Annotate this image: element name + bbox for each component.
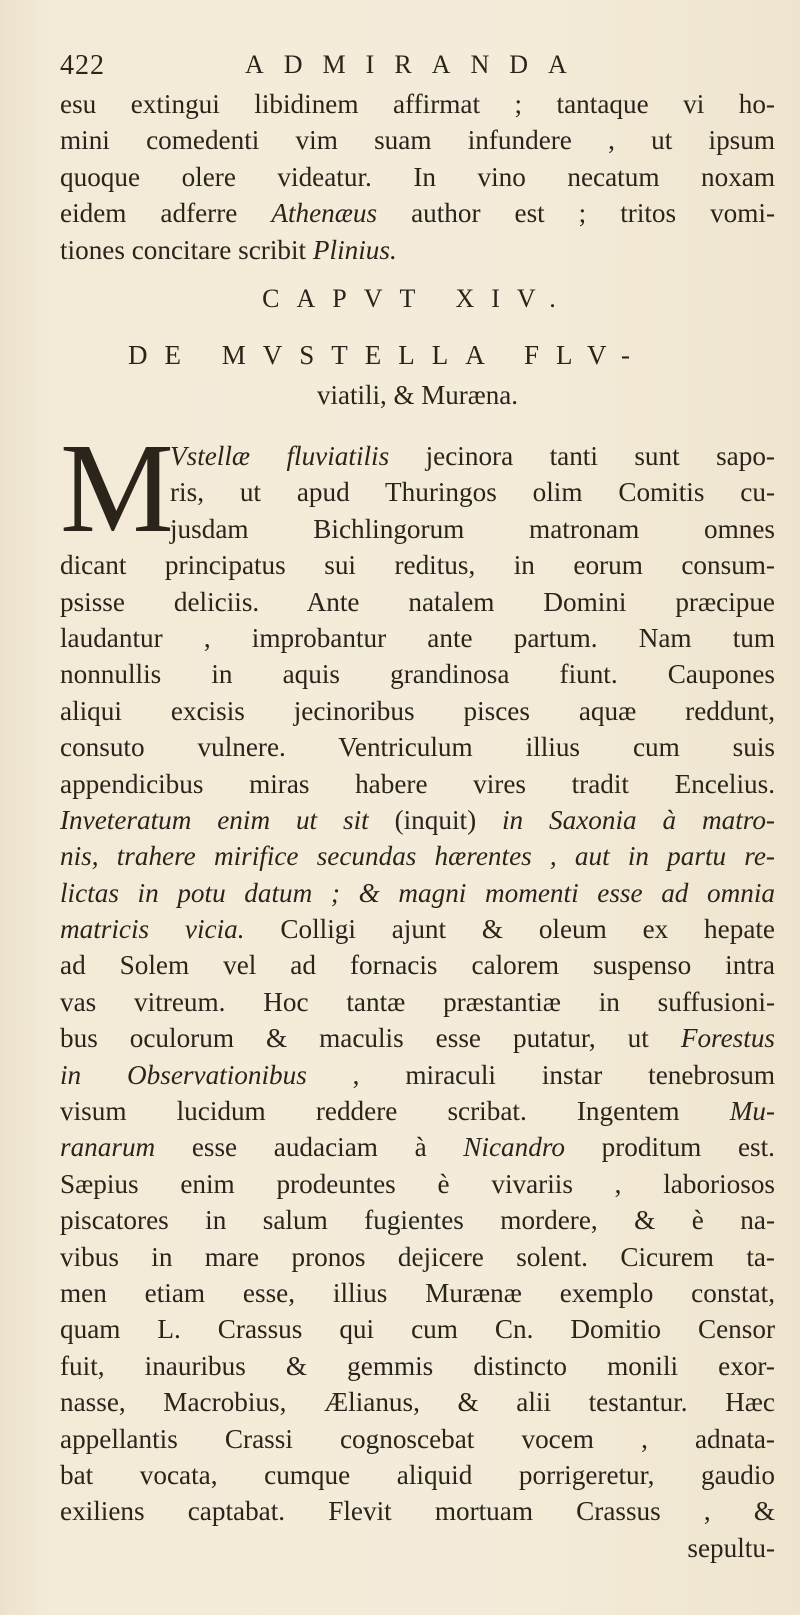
text-line	[60, 232, 775, 268]
intro-paragraph	[60, 86, 775, 268]
author-name: Forestus	[680, 1023, 775, 1054]
text-span: visum lucidum reddere scribat. Ingentem	[60, 1096, 730, 1127]
text-line: nasse, Macrobius, Ælianus, & alii testantur. Hæc	[60, 1387, 775, 1418]
text-line: lictas in potu datum ; & magni momenti esse ad omnia	[60, 877, 775, 908]
text-span: bus oculorum & maculis esse putatur, ut	[60, 1023, 681, 1054]
author-name: Nicandro	[463, 1132, 565, 1163]
text-line: jusdam Bichlingorum matronam omnes	[170, 513, 775, 544]
text-span-italic: matricis vicia.	[60, 914, 245, 945]
text-span: jecinora tanti sunt sapo-	[389, 441, 775, 471]
text-line: nonnullis in aquis grandinosa fiunt. Caupones	[60, 659, 775, 690]
text-line: psisse deliciis. Ante natalem Domini præcipue	[60, 586, 775, 617]
text-line: vibus in mare pronos dejicere solent. Cicurem ta-	[60, 1241, 775, 1272]
text-span-italic: Inveteratum enim ut sit	[60, 804, 369, 835]
author-name: Plinius.	[312, 234, 397, 265]
text-line: appellantis Crassi cognoscebat vocem , adnata-	[60, 1423, 775, 1454]
text-span: Colligi ajunt & oleum ex hepate	[244, 914, 776, 945]
text-span-italic: ranarum	[60, 1132, 156, 1163]
text-span: , miraculi instar tenebrosum	[306, 1059, 775, 1090]
text-span: author est ; tritos vomi-	[377, 198, 776, 229]
text-line: dicant principatus sui reditus, in eorum consum-	[60, 550, 775, 581]
page-header	[60, 50, 760, 90]
text-line	[60, 1020, 775, 1056]
text-line: ad Solem vel ad fornacis calorem suspenso intra	[60, 950, 775, 981]
text-line: appendicibus miras habere vires tradit Encelius.	[60, 768, 775, 799]
text-span: tiones concitare scribit	[60, 234, 313, 265]
chapter-subtitle-line-2: viatili, & Muræna.	[317, 380, 518, 410]
text-line: nis, trahere mirifice secundas hærentes , aut in partu re-	[60, 841, 775, 872]
text-line: laudantur , improbantur ante partum. Nam tum	[60, 622, 775, 653]
running-head: ADMIRANDA	[245, 50, 587, 79]
chapter-title: CAPVT XIV.	[262, 284, 573, 313]
text-line: esu extingui libidinem affirmat ; tantaque vi ho-	[60, 89, 775, 119]
catchword: sepultu-	[687, 1532, 775, 1563]
text-line: exiliens captabat. Flevit mortuam Crassus , &	[60, 1496, 775, 1527]
text-line: quam L. Crassus qui cum Cn. Domitio Censor	[60, 1314, 775, 1345]
author-name: Athenæus	[271, 198, 378, 229]
text-line	[60, 195, 775, 231]
text-span: (inquit)	[368, 804, 502, 835]
page-number: 422	[60, 50, 105, 81]
text-line	[60, 1129, 775, 1165]
text-line	[60, 802, 775, 838]
text-line: aliqui excisis jecinoribus pisces aquæ reddunt,	[60, 695, 775, 726]
text-line: vas vitreum. Hoc tantæ præstantiæ in suffusioni-	[60, 986, 775, 1017]
text-line: quoque olere videatur. In vino necatum noxam	[60, 161, 775, 192]
text-span: esse audaciam à	[155, 1132, 464, 1163]
text-line: men etiam esse, illius Murænæ exemplo constat,	[60, 1277, 775, 1308]
drop-cap: M	[60, 417, 174, 559]
text-span-italic: Mu-	[729, 1096, 775, 1127]
text-line: bat vocata, cumque aliquid porrigeretur, gaudio	[60, 1459, 775, 1490]
text-line: fuit, inauribus & gemmis distincto monili exor-	[60, 1350, 775, 1381]
text-span: eidem adferre	[60, 198, 238, 229]
text-span-italic: in Observationibus	[60, 1059, 307, 1090]
text-line	[60, 1093, 775, 1129]
chapter-body	[60, 417, 776, 1566]
text-span-italic: Vstellæ fluviatilis	[170, 441, 390, 471]
text-line	[170, 438, 775, 474]
text-line: piscatores in salum fugientes mordere, & è na-	[60, 1205, 775, 1236]
text-line: consuto vulnere. Ventriculum illius cum suis	[60, 732, 775, 763]
text-line	[60, 1057, 775, 1093]
text-line: Sæpius enim prodeuntes è vivariis , laboriosos	[60, 1168, 775, 1199]
text-line	[60, 911, 775, 947]
text-line: mini comedenti vim suam infundere , ut ipsum	[60, 125, 775, 156]
chapter-subtitle-line-1: DE MVSTELLA FLV-	[128, 340, 648, 370]
text-line: ris, ut apud Thuringos olim Comitis cu-	[170, 477, 775, 508]
text-span-italic: in Saxonia à matro-	[502, 804, 775, 835]
text-span: proditum est.	[565, 1132, 775, 1163]
